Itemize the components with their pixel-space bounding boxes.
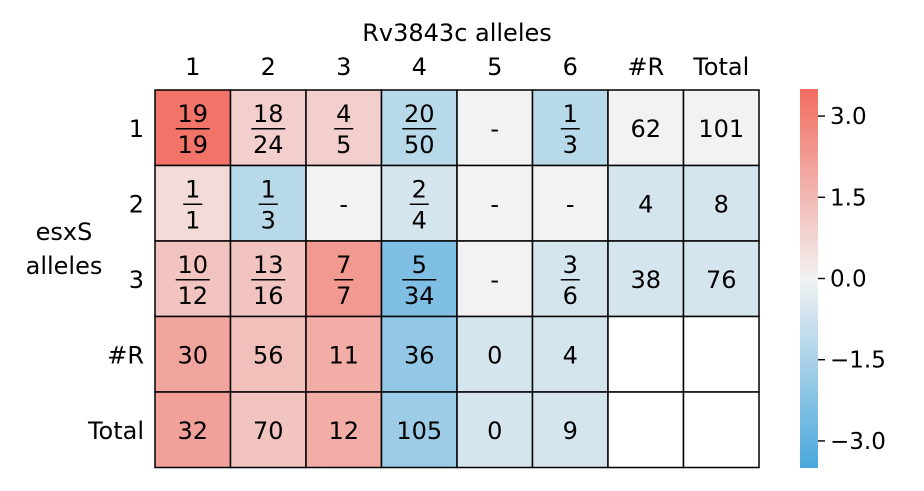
heatmap-cell <box>684 317 760 393</box>
cell-value: 36 <box>403 341 435 370</box>
chart-title: Rv3843c alleles <box>362 19 552 47</box>
colorbar-tick-label: −3.0 <box>830 428 886 455</box>
cell-value: 8 <box>713 190 729 219</box>
cell-value: - <box>339 190 349 219</box>
cell-value: 38 <box>630 265 662 294</box>
cell-value: 105 <box>396 416 443 445</box>
heatmap-cells <box>155 90 759 468</box>
cell-value: 101 <box>698 114 745 143</box>
column-label: 5 <box>487 53 503 81</box>
cell-denominator: 7 <box>336 281 352 310</box>
cell-value: 32 <box>177 416 209 445</box>
cell-denominator: 16 <box>252 281 284 310</box>
colorbar-tick-label: 0.0 <box>830 266 867 293</box>
column-label: 3 <box>336 53 352 81</box>
cell-numerator: 19 <box>177 99 209 128</box>
cell-value: 0 <box>487 416 503 445</box>
colorbar-tick-label: −1.5 <box>830 347 886 374</box>
cell-numerator: 13 <box>252 250 284 279</box>
cell-value: - <box>490 114 500 143</box>
cell-denominator: 4 <box>411 206 427 235</box>
cell-numerator: 10 <box>177 250 209 279</box>
y-axis-label-line: esxS <box>35 218 93 246</box>
cell-value: - <box>490 265 500 294</box>
cell-value: 11 <box>328 341 360 370</box>
cell-numerator: 20 <box>403 99 435 128</box>
y-axis-label-line: alleles <box>25 252 103 280</box>
heatmap-cell <box>608 317 684 393</box>
heatmap-cell <box>684 392 760 468</box>
cell-value: 76 <box>705 265 737 294</box>
cell-denominator: 19 <box>177 130 209 159</box>
cell-numerator: 2 <box>411 175 427 204</box>
colorbar-gradient <box>800 89 818 468</box>
cell-value: 0 <box>487 341 503 370</box>
cell-numerator: 1 <box>185 175 201 204</box>
row-label: 1 <box>128 114 144 143</box>
cell-value: 30 <box>177 341 209 370</box>
cell-numerator: 1 <box>260 175 276 204</box>
column-label: #R <box>627 53 665 81</box>
y-axis-label <box>26 218 103 280</box>
cell-value: 9 <box>562 416 578 445</box>
row-label: 2 <box>128 190 144 219</box>
colorbar-tick-label: 1.5 <box>830 185 867 212</box>
cell-denominator: 1 <box>185 206 201 235</box>
column-label: 4 <box>411 53 427 81</box>
cell-denominator: 34 <box>403 281 435 310</box>
cell-denominator: 6 <box>562 281 578 310</box>
cell-value: 4 <box>638 190 654 219</box>
cell-value: 62 <box>630 114 662 143</box>
cell-denominator: 24 <box>252 130 284 159</box>
cell-denominator: 3 <box>562 130 578 159</box>
row-label: 3 <box>128 265 144 294</box>
cell-denominator: 3 <box>260 206 276 235</box>
cell-numerator: 7 <box>336 250 352 279</box>
column-label: 2 <box>260 53 276 81</box>
cell-numerator: 5 <box>411 250 427 279</box>
cell-numerator: 18 <box>252 99 284 128</box>
column-label: 1 <box>185 53 201 81</box>
cell-denominator: 5 <box>336 130 352 159</box>
row-label: Total <box>87 416 144 445</box>
column-label: 6 <box>562 53 578 81</box>
cell-numerator: 1 <box>562 99 578 128</box>
cell-numerator: 3 <box>562 250 578 279</box>
cell-value: - <box>490 190 500 219</box>
column-label: Total <box>693 53 750 81</box>
column-labels <box>185 53 749 81</box>
colorbar <box>800 89 886 468</box>
cell-value: 4 <box>562 341 578 370</box>
cell-denominator: 50 <box>403 130 435 159</box>
cell-numerator: 4 <box>336 99 352 128</box>
cell-value: 56 <box>252 341 284 370</box>
cell-value: - <box>565 190 575 219</box>
cell-value: 70 <box>252 416 284 445</box>
cell-value: 12 <box>328 416 360 445</box>
colorbar-tick-label: 3.0 <box>830 104 867 131</box>
heatmap-cell <box>608 392 684 468</box>
row-label: #R <box>107 341 144 370</box>
cell-denominator: 12 <box>177 281 209 310</box>
